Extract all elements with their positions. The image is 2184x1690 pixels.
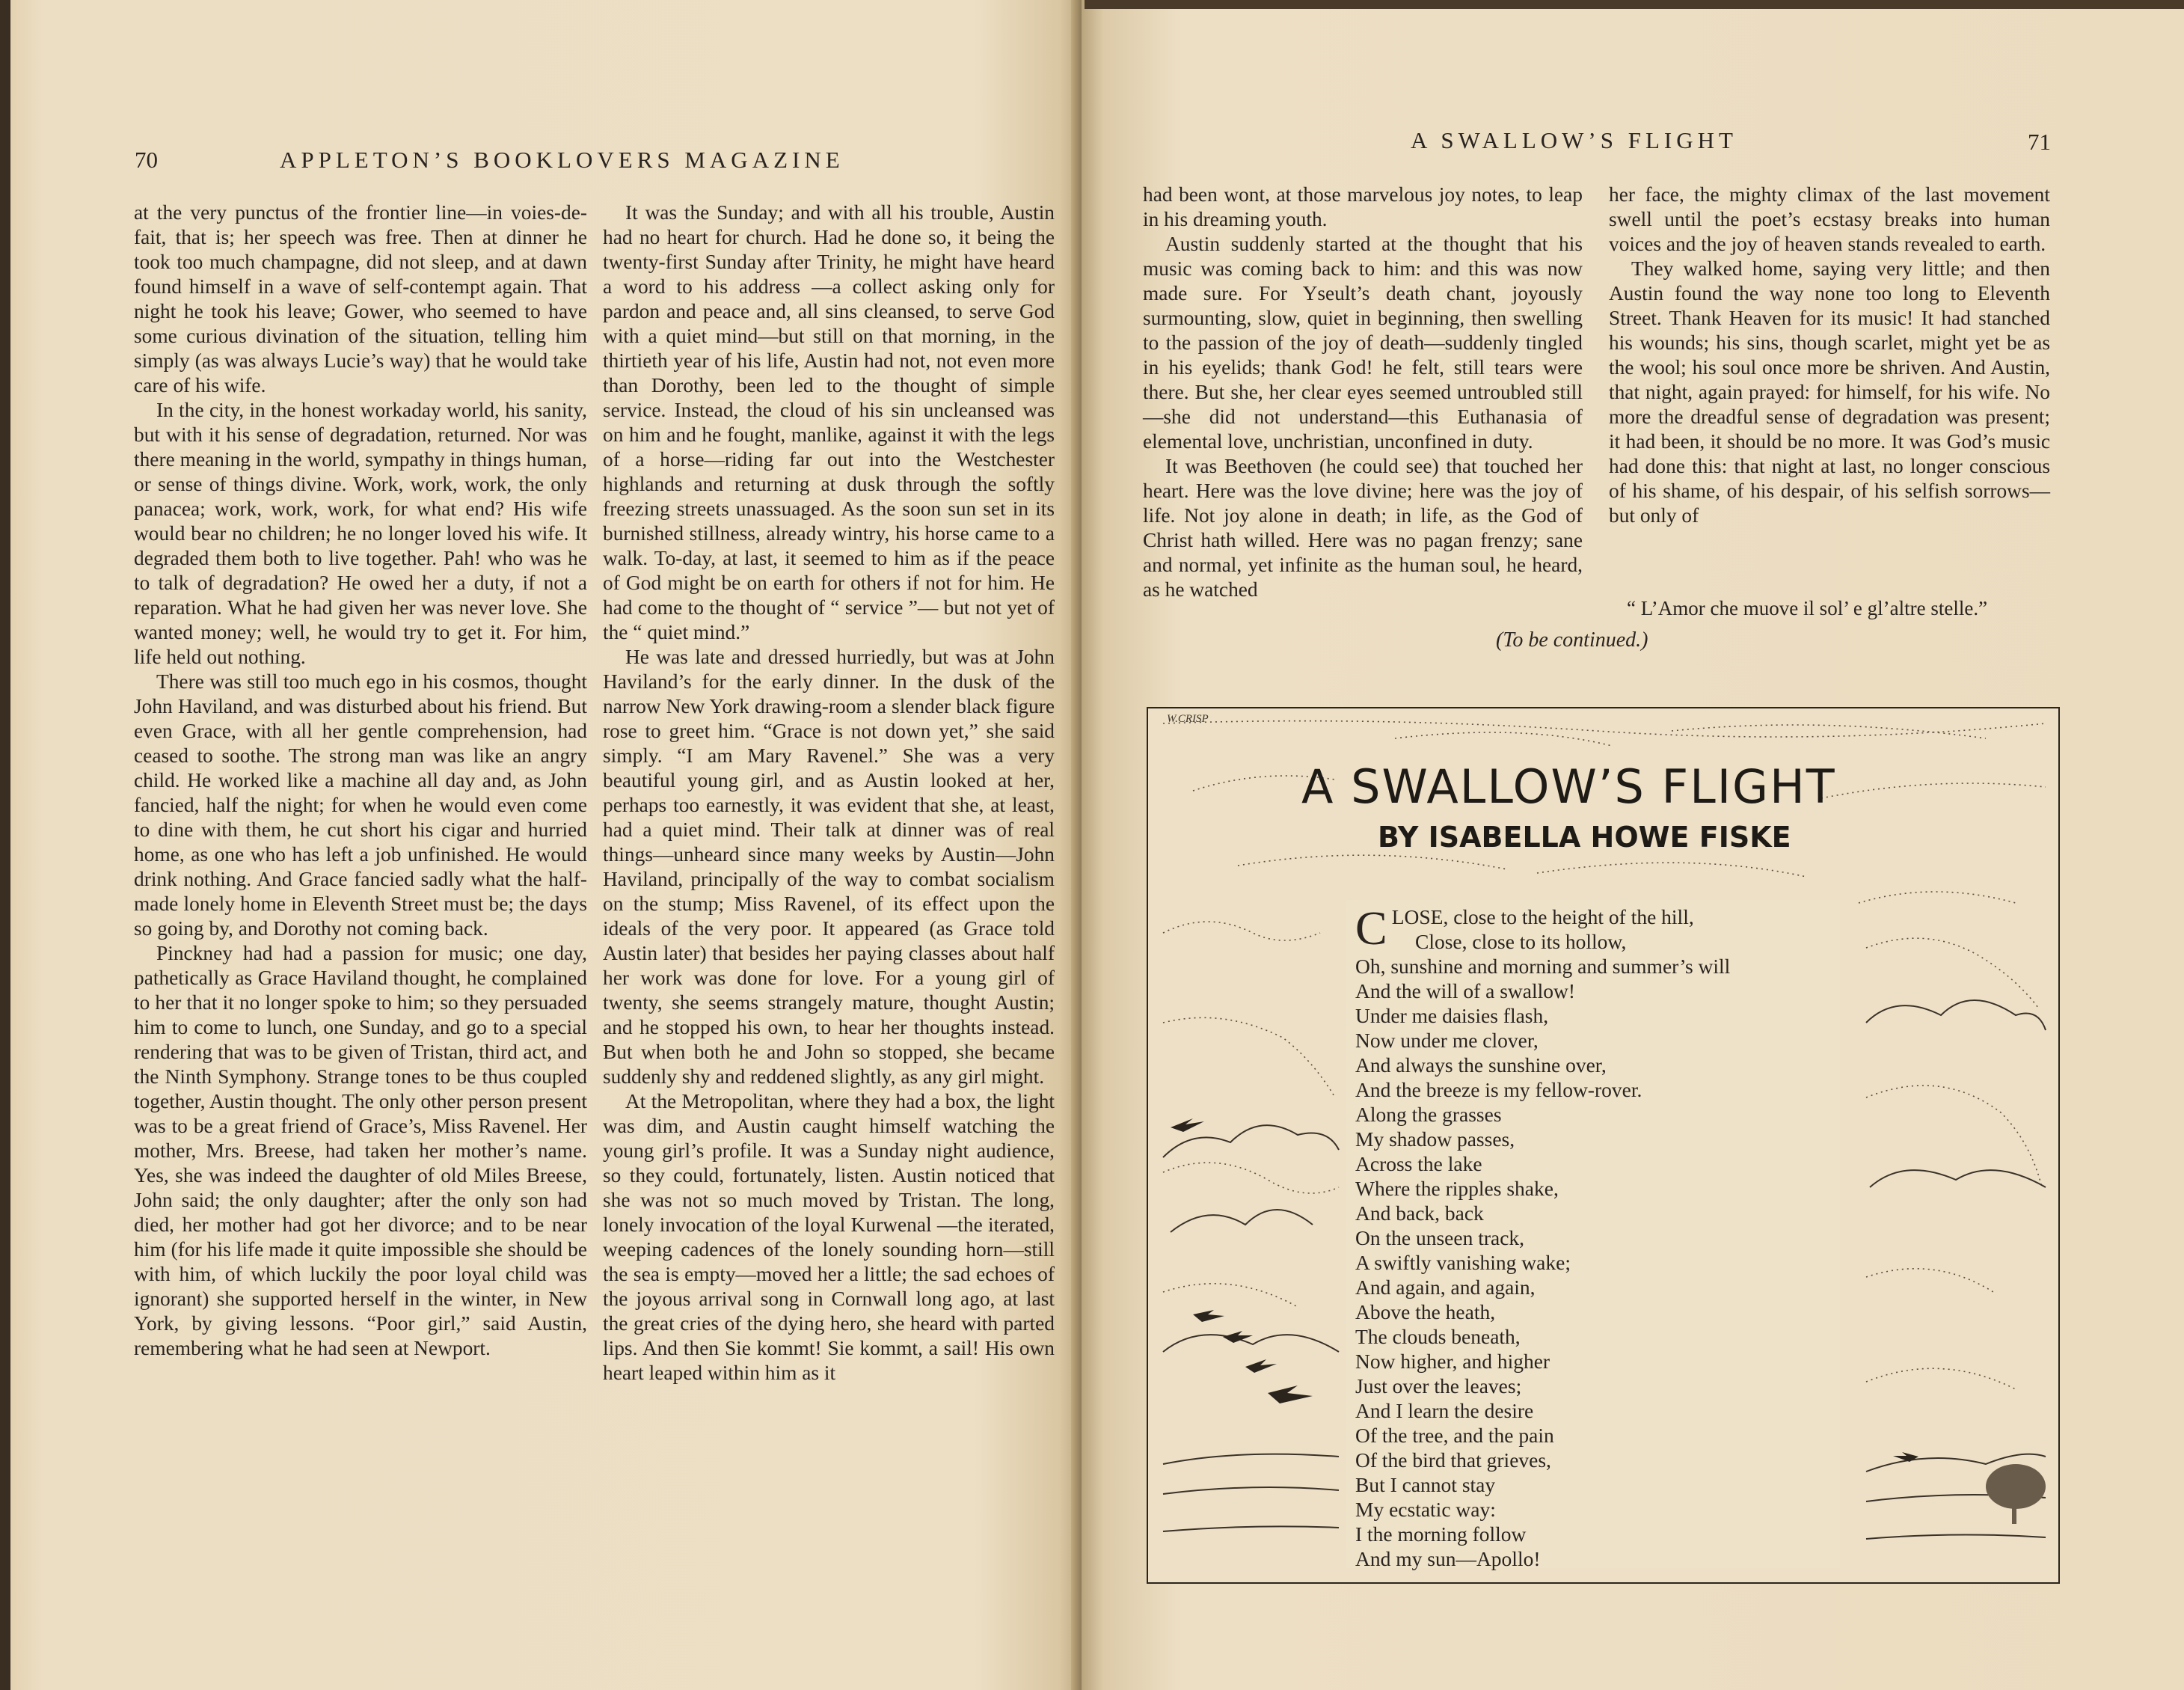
poem-line: On the unseen track,: [1355, 1226, 1525, 1249]
poem-line: Oh, sunshine and morning and summer’s will: [1355, 955, 1731, 978]
to-be-continued: (To be continued.): [1496, 628, 1648, 652]
poem-line: Just over the leaves;: [1355, 1374, 1522, 1397]
page-number: 71: [2028, 129, 2051, 155]
paragraph: At the Metropolitan, where they had a box, the light was dim, and Austin caught himself watching the young girl’s profile. It was a Sunday night audience, so they could, fortunately, listen. Austin noticed that she was not so much moved by Tristan. The long, lonely invocation of the loyal Kurwenal —the iterated, weeping cadences of the lonely sounding horn—still the sea is empty—moved her a little; the sad echoes of the joyous arrival song in Cornwall long ago, at last the great cries of the dying hero, she heard with parted lips. And then Sie kommt! Sie kommt, a sail! His own heart leaped within him as it: [603, 1090, 1055, 1384]
paragraph: Pinckney had had a passion for music; one day, pathetically as Grace Haviland thought, he complained to her that it no longer spoke to him; so they persuaded him to come to lunch, one Sunday, and go to a special rendering that was to be given of Tristan, third act, and the Ninth Symphony. Strange tones to be thus coupled together, Austin thought. The only other person present was to be a great friend of Grace’s, Miss Ravenel. Her mother, Mrs. Breese, had taken her mother’s name. Yes, she was indeed the daughter of old Miles Breese, John said; the only daughter; after the only son had died, her mother had got her divorce; and to be near him (for his life made it quite impossible she should be with him, of which luckily the poor loyal child was ignorant) she supported herself in the winter, in New York, by giving lessons. “Poor girl,” said Austin, remembering what he had seen at Newport.: [134, 942, 587, 1359]
closing-quotation: “ L’Amor che muove il sol’ e gl’altre stelle.”: [1627, 597, 1988, 619]
text-column-2: [603, 200, 1055, 1386]
page-edge: [1085, 0, 2184, 9]
poem-illustration: [1147, 707, 2060, 1584]
running-head: APPLETON’S BOOKLOVERS MAGAZINE: [280, 147, 844, 173]
poem-line: My shadow passes,: [1355, 1127, 1515, 1151]
page-number: 70: [135, 147, 158, 173]
poem-line: And my sun—Apollo!: [1355, 1547, 1541, 1570]
paragraph: Austin suddenly started at the thought that his music was coming back to him: and this was now made sure. For Yseult’s death chant, joyously surmounting, slow, quiet in beginning, then swelling to the passion of the joy of death—suddenly tingled in his eyelids; thank God! he felt, still tears were there. But she, her clear eyes seemed untroubled still—she did not understand—this Euthanasia of elemental love, unchristian, unconfined in duty.: [1143, 233, 1583, 453]
poem-line: But I cannot stay: [1355, 1473, 1496, 1496]
poem-line: Along the grasses: [1355, 1103, 1502, 1126]
poem-line: I the morning follow: [1355, 1522, 1527, 1546]
paragraph: her face, the mighty climax of the last movement swell until the poet’s ecstasy breaks into human voices and the joy of heaven stands revealed to earth.: [1609, 183, 2050, 255]
poem-line: Now higher, and higher: [1355, 1350, 1550, 1373]
poem-line: Where the ripples shake,: [1355, 1177, 1559, 1200]
text-column-1: [1143, 183, 1583, 602]
poem-panel: [1346, 900, 1840, 1568]
poem-line: My ecstatic way:: [1355, 1498, 1496, 1521]
poem-line: Of the tree, and the pain: [1355, 1424, 1554, 1447]
poem-line: Across the lake: [1355, 1152, 1482, 1175]
paragraph: It was Beethoven (he could see) that touched her heart. Here was the love divine; here was the joy of life. Not joy alone in death; in life, as the God of Christ hath willed. Here was no pagan frenzy; sane and normal, yet infinite as the human soul, he heard, as he watched: [1143, 455, 1583, 601]
poem-line: Close, close to its hollow,: [1415, 930, 1627, 953]
left-page: [10, 0, 1082, 1690]
poem-line: And the breeze is my fellow-rover.: [1355, 1078, 1642, 1101]
poem-line: And the will of a swallow!: [1355, 979, 1576, 1002]
poem-line: The clouds beneath,: [1355, 1325, 1521, 1348]
poem-title: A SWALLOW’S FLIGHT: [1301, 759, 1836, 814]
poem-line: And back, back: [1355, 1201, 1484, 1225]
poem-line: Now under me clover,: [1355, 1029, 1539, 1052]
poem-line: Under me daisies flash,: [1355, 1004, 1549, 1027]
paragraph: He was late and dressed hurriedly, but was at John Haviland’s for the early dinner. In the dusk of the narrow New York drawing-room a slender black figure rose to greet him. “Grace is not down yet,” she said simply. “I am Mary Ravenel.” She was a very beautiful young girl, and as Austin looked at her, perhaps too earnestly, it was evident that she, at least, had a quiet mind. Their talk at dinner was of real things—unheard since many weeks by Austin—John Haviland, principally of the way to combat socialism on the stump; Miss Ravenel, of its effect upon the ideals of the very poor. It appeared (as Grace told Austin later) that besides her paying classes about half her work was done for love. For a young girl of twenty, she seems strangely mature, thought Austin; and he stopped his own, to hear her thoughts instead. But when both he and John so stopped, she became suddenly shy and reddened slightly, as any girl might.: [603, 646, 1055, 1088]
artist-signature: W.CRISP: [1167, 713, 1209, 725]
text-column-2: [1609, 183, 2050, 528]
running-head: A SWALLOW’S FLIGHT: [1411, 127, 1737, 153]
poem-line: And again, and again,: [1355, 1276, 1536, 1299]
paragraph: at the very punctus of the frontier line—in voies-de-fait, that is; her speech was free. Then at dinner he took too much champagne, did not sleep, and at dawn found himself in a wave of self-contempt again. That night he took his leave; Gower, who seemed to have some curious divination of the situation, telling him simply (as was always Lucie’s way) that he would take care of his wife.: [134, 201, 587, 397]
paragraph: They walked home, saying very little; and then Austin found the way none too long to Eleventh Street. Thank Heaven for its music! It had stanched his wounds; his sins, though scarlet, might yet be as the wool; his soul once more be shriven. And Austin, that night, again prayed: for himself, for his wife. No more the dreadful sense of degradation was present; it had been, it should be no more. It was God’s music had done this: that night at last, no longer conscious of his shame, of his despair, of his selfish sorrows—but only of: [1609, 257, 2050, 527]
poem-byline: BY ISABELLA HOWE FISKE: [1378, 821, 1791, 854]
drop-cap: C: [1355, 901, 1387, 955]
poem-line: And always the sunshine over,: [1355, 1053, 1607, 1077]
poem-line: A swiftly vanishing wake;: [1355, 1251, 1571, 1274]
poem-line-text: LOSE, close to the height of the hill,: [1391, 905, 1694, 928]
text-column-1: [134, 200, 587, 1361]
poem-line: Above the heath,: [1355, 1300, 1496, 1323]
poem-line: And I learn the desire: [1355, 1399, 1534, 1422]
poem-verse: [1355, 901, 1731, 1571]
paragraph: There was still too much ego in his cosmos, thought John Haviland, and was disturbed about his friend. But even Grace, with all her gentle comprehension, had ceased to soothe. The strong man was like an angry child. He worked like a machine all day and, as John fancied, half the night; for when he would even come to dine with them, he cut short his cigar and hurried home, as one who has left a job unfinished. He would drink nothing. And Grace fancied sadly what the half-made lonely home in Eleventh Street must be; the days so going by, and Dorothy not coming back.: [134, 670, 587, 940]
paragraph: It was the Sunday; and with all his trouble, Austin had no heart for church. Had he done so, it being the twenty-first Sunday after Trinity, he might have heard a word to his address —a collect asking only for pardon and peace and, all sins cleansed, to serve God with a quiet mind—but still on that morning, in the thirtieth year of his life, Austin had not, not even more than Dorothy, been led to the thought of simple service. Instead, the cloud of his sin uncleansed was on him and he fought, manlike, against it with the legs of a horse—riding far out into the Westchester highlands and returning at dusk through the softly freezing streets unassuaged. As the soon sun set in its burnished stillness, already wintry, his horse came to a walk. To-day, at last, it seemed to him as if the peace of God might be on earth for others if not for him. He had come to the thought of “ service ”— but not yet of the “ quiet mind.”: [603, 201, 1055, 643]
poem-line: Of the bird that grieves,: [1355, 1448, 1551, 1472]
paragraph: had been wont, at those marvelous joy notes, to leap in his dreaming youth.: [1143, 183, 1583, 230]
paragraph: In the city, in the honest workaday world, his sanity, but with it his sense of degradation, returned. Nor was there meaning in the world, sympathy in things human, or sense of things divine. Work, work, work, the only panacea; work, work, work, for what end? His wife would bear no children; he no longer loved his wife. It degraded them both to live together. Pah! who was he to talk of degradation? He owed her a duty, if not a reparation. What he had given her was never love. She wanted money; well, he would try to get it. For him, life held out nothing.: [134, 399, 587, 668]
